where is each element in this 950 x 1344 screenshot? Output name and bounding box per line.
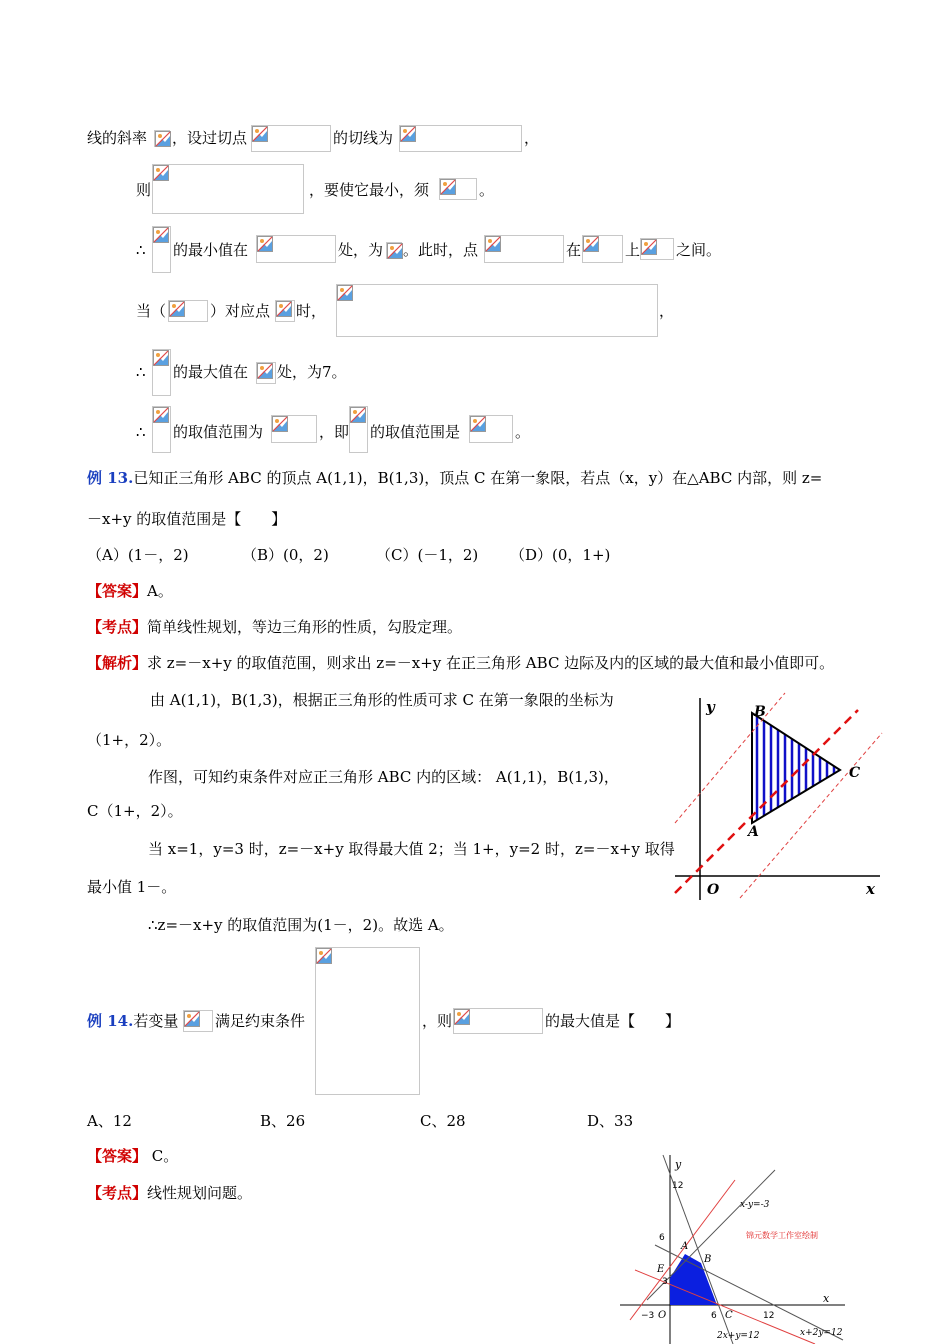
formula-image	[256, 235, 336, 263]
answer-text: C。	[147, 1147, 179, 1165]
question-text: 的最大值是【 】	[545, 1012, 681, 1030]
broken-image-icon	[257, 363, 273, 379]
analysis-tag: 【解析】	[87, 654, 148, 672]
text: ∴	[136, 363, 146, 381]
text: ，即	[319, 423, 350, 441]
tick-y-3: 3	[662, 1277, 668, 1287]
analysis-text: 作图，可知约束条件对应正三角形 ABC 内的区域： A(1,1)，B(1,3)，	[148, 768, 619, 786]
option-b: （B）(0，2)	[242, 546, 329, 564]
point-a-label: A	[748, 824, 759, 840]
answer-text: A。	[147, 582, 173, 600]
broken-image-icon	[153, 227, 169, 243]
point-b-label: B	[704, 1254, 712, 1265]
broken-image-icon	[316, 948, 332, 964]
broken-image-icon	[257, 236, 273, 252]
broken-image-icon	[252, 126, 268, 142]
formula-image	[469, 415, 513, 443]
watermark: 锦元数学工作室绘制	[746, 1231, 818, 1240]
linear-programming-figure	[615, 1150, 865, 1344]
option-d: D、33	[587, 1112, 634, 1130]
broken-image-icon	[641, 239, 657, 255]
formula-image	[453, 1008, 543, 1034]
text: 。	[479, 181, 495, 199]
text: 的最大值在	[173, 363, 249, 381]
tick-x-12: 12	[763, 1311, 775, 1321]
broken-image-icon	[350, 407, 366, 423]
formula-image	[275, 300, 295, 322]
option-c: C、28	[420, 1112, 466, 1130]
text: ，要使它最小，须	[309, 181, 430, 199]
question-text: 若变量	[133, 1012, 179, 1030]
formula-image	[315, 947, 420, 1095]
broken-image-icon	[440, 179, 456, 195]
broken-image-icon	[387, 243, 403, 259]
text: 则	[136, 181, 152, 199]
analysis-text: C（1+，2）。	[87, 802, 183, 820]
text: 。	[515, 423, 531, 441]
axis-x-label: x	[823, 1292, 830, 1305]
broken-image-icon	[153, 165, 169, 181]
broken-image-icon	[583, 236, 599, 252]
text: 之间。	[676, 241, 722, 259]
broken-image-icon	[153, 350, 169, 366]
text: 在	[566, 241, 582, 259]
broken-image-icon	[155, 131, 171, 147]
text: ∴	[136, 423, 146, 441]
broken-image-icon	[454, 1009, 470, 1025]
example-label: 例 13.	[87, 469, 134, 487]
formula-image	[152, 226, 171, 273]
formula-image	[271, 415, 317, 443]
axis-y-label: y	[675, 1158, 682, 1171]
origin-label: O	[658, 1310, 667, 1321]
line-label-1: x-y=-3	[740, 1200, 770, 1210]
option-b: B、26	[260, 1112, 306, 1130]
text: 。此时，点	[403, 241, 479, 259]
text: 的最小值在	[173, 241, 249, 259]
formula-image	[183, 1010, 213, 1032]
analysis-text: 当 x=1，y=3 时，z=－x+y 取得最大值 2；当 1+，y=2 时，z=－x+y 取得	[148, 840, 675, 858]
origin-label: O	[707, 882, 720, 898]
axis-x-label: x	[866, 880, 875, 898]
broken-image-icon	[169, 301, 185, 317]
text: 时，	[296, 302, 327, 320]
formula-image	[256, 362, 276, 384]
analysis-text: 由 A(1,1)，B(1,3)，根据正三角形的性质可求 C 在第一象限的坐标为	[150, 691, 614, 709]
triangle-figure	[670, 688, 885, 903]
formula-image	[582, 235, 623, 263]
formula-image	[439, 178, 477, 200]
answer-tag: 【答案】	[87, 1147, 148, 1165]
text: 的取值范围为	[173, 423, 264, 441]
formula-image	[152, 164, 304, 214]
analysis-text: 求 z=－x+y 的取值范围，则求出 z=－x+y 在正三角形 ABC 边际及内的区域的最大值和最小值即可。	[147, 654, 835, 672]
text: ，	[659, 302, 675, 320]
axis-y-label: y	[706, 698, 715, 716]
text: 当（	[136, 302, 167, 320]
text: ，	[524, 129, 540, 147]
text: 的切线为	[333, 129, 394, 147]
topic-tag: 【考点】	[87, 618, 148, 636]
text: ，设过切点	[172, 129, 248, 147]
option-a: A、12	[87, 1112, 132, 1130]
formula-image	[251, 125, 331, 152]
question-text: 已知正三角形 ABC 的顶点 A(1,1)，B(1,3)，顶点 C 在第一象限，若点（x，y）在△ABC 内部，则 z=	[133, 469, 823, 487]
line-label-2: 2x+y=12	[717, 1331, 760, 1341]
formula-image	[168, 300, 208, 322]
point-a-label: A	[681, 1241, 689, 1252]
formula-image	[154, 130, 170, 147]
broken-image-icon	[400, 126, 416, 142]
formula-image	[484, 235, 564, 263]
text: 处，为7。	[277, 363, 347, 381]
formula-image	[152, 349, 171, 396]
formula-image	[640, 238, 674, 260]
analysis-text: ∴z=－x+y 的取值范围为(1－，2)。故选 A。	[148, 916, 454, 934]
broken-image-icon	[470, 416, 486, 432]
topic-tag: 【考点】	[87, 1184, 148, 1202]
formula-image	[386, 242, 402, 259]
formula-image	[336, 284, 658, 337]
question-text: －x+y 的取值范围是【 】	[87, 510, 287, 528]
point-c-label: C	[849, 765, 861, 781]
analysis-text: （1+，2）。	[87, 731, 172, 749]
point-e-label: E	[657, 1264, 665, 1275]
broken-image-icon	[153, 407, 169, 423]
broken-image-icon	[337, 285, 353, 301]
formula-image	[152, 406, 171, 453]
question-text: ，则	[422, 1012, 453, 1030]
text: 的取值范围是	[370, 423, 461, 441]
analysis-text: 最小值 1－。	[87, 878, 177, 896]
point-b-label: B	[754, 704, 766, 720]
text: 上	[625, 241, 641, 259]
broken-image-icon	[184, 1011, 200, 1027]
text: ）对应点	[210, 302, 271, 320]
line-label-3: x+2y=12	[800, 1328, 843, 1338]
text: 处，为	[338, 241, 384, 259]
topic-text: 简单线性规划，等边三角形的性质，勾股定理。	[147, 618, 463, 636]
option-d: （D）(0，1+)	[510, 546, 611, 564]
point-c-label: C	[725, 1310, 733, 1321]
tick-y-12: 12	[672, 1181, 684, 1191]
question-text: 满足约束条件	[215, 1012, 306, 1030]
option-c: （C）(－1，2)	[376, 546, 479, 564]
tick-x-m3: −3	[641, 1311, 655, 1321]
topic-text: 线性规划问题。	[147, 1184, 253, 1202]
text: ∴	[136, 241, 146, 259]
broken-image-icon	[276, 301, 292, 317]
broken-image-icon	[272, 416, 288, 432]
tick-y-6: 6	[659, 1233, 665, 1243]
formula-image	[349, 406, 368, 453]
tick-x-6: 6	[711, 1311, 717, 1321]
broken-image-icon	[485, 236, 501, 252]
option-a: （A）(1－，2)	[87, 546, 189, 564]
text: 线的斜率	[87, 129, 148, 147]
example-label: 例 14.	[87, 1012, 134, 1030]
answer-tag: 【答案】	[87, 582, 148, 600]
formula-image	[399, 125, 522, 152]
